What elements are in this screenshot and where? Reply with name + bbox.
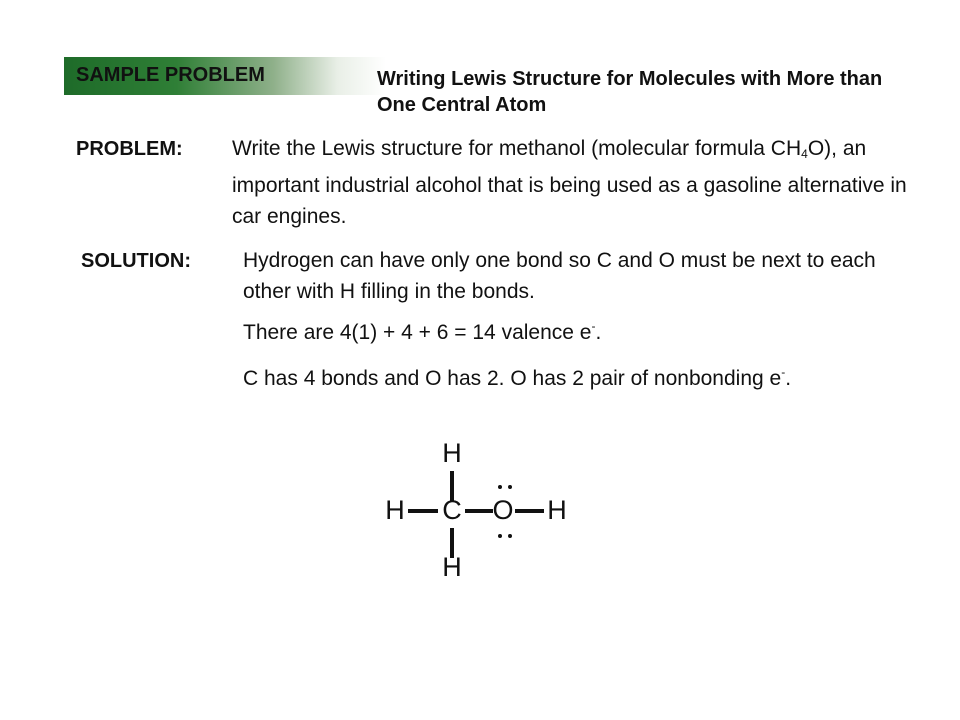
banner-label: SAMPLE PROBLEM: [76, 64, 265, 86]
problem-text-part2: O), an important industrial alcohol that is being used as a gasoline alternative in car engines.: [232, 137, 907, 228]
hydrogen-left: H: [385, 495, 405, 525]
problem-text-part1: Write the Lewis structure for methanol (molecular formula CH: [232, 137, 802, 160]
problem-label: PROBLEM:: [76, 138, 183, 160]
lone-pair-bottom-dot-2: [508, 534, 512, 538]
hydrogen-top: H: [442, 438, 462, 468]
bond-h-c: [408, 509, 438, 513]
electron-superscript: -: [591, 319, 596, 333]
page-title: Writing Lewis Structure for Molecules with More than One Central Atom: [377, 68, 883, 116]
oxygen-atom: O: [492, 495, 514, 525]
problem-text: [232, 133, 912, 232]
electron-superscript-2: -: [781, 365, 786, 379]
solution-label: SOLUTION:: [81, 250, 191, 272]
hydrogen-bottom: H: [442, 552, 462, 582]
bond-c-o: [465, 509, 493, 513]
formula-subscript: 4: [801, 147, 808, 161]
carbon-atom: C: [442, 495, 462, 525]
bond-o-h: [515, 509, 544, 513]
lone-pair-bottom-dot-1: [498, 534, 502, 538]
bonds-text: C has 4 bonds and O has 2. O has 2 pair of nonbonding e: [243, 367, 782, 390]
valence-text-end: .: [595, 321, 602, 344]
bonds-text-end: .: [785, 367, 792, 390]
solution-text-2: [243, 319, 601, 345]
lone-pair-top-dot-1: [498, 485, 502, 489]
solution-text-1: Hydrogen can have only one bond so C and O must be next to each other with H filling in the bonds.: [243, 249, 876, 303]
solution-text-3: [243, 365, 791, 391]
valence-text: There are 4(1) + 4 + 6 = 14 valence e: [243, 321, 592, 344]
lewis-structure: [370, 430, 590, 590]
hydrogen-right: H: [547, 495, 567, 525]
lone-pair-top-dot-2: [508, 485, 512, 489]
